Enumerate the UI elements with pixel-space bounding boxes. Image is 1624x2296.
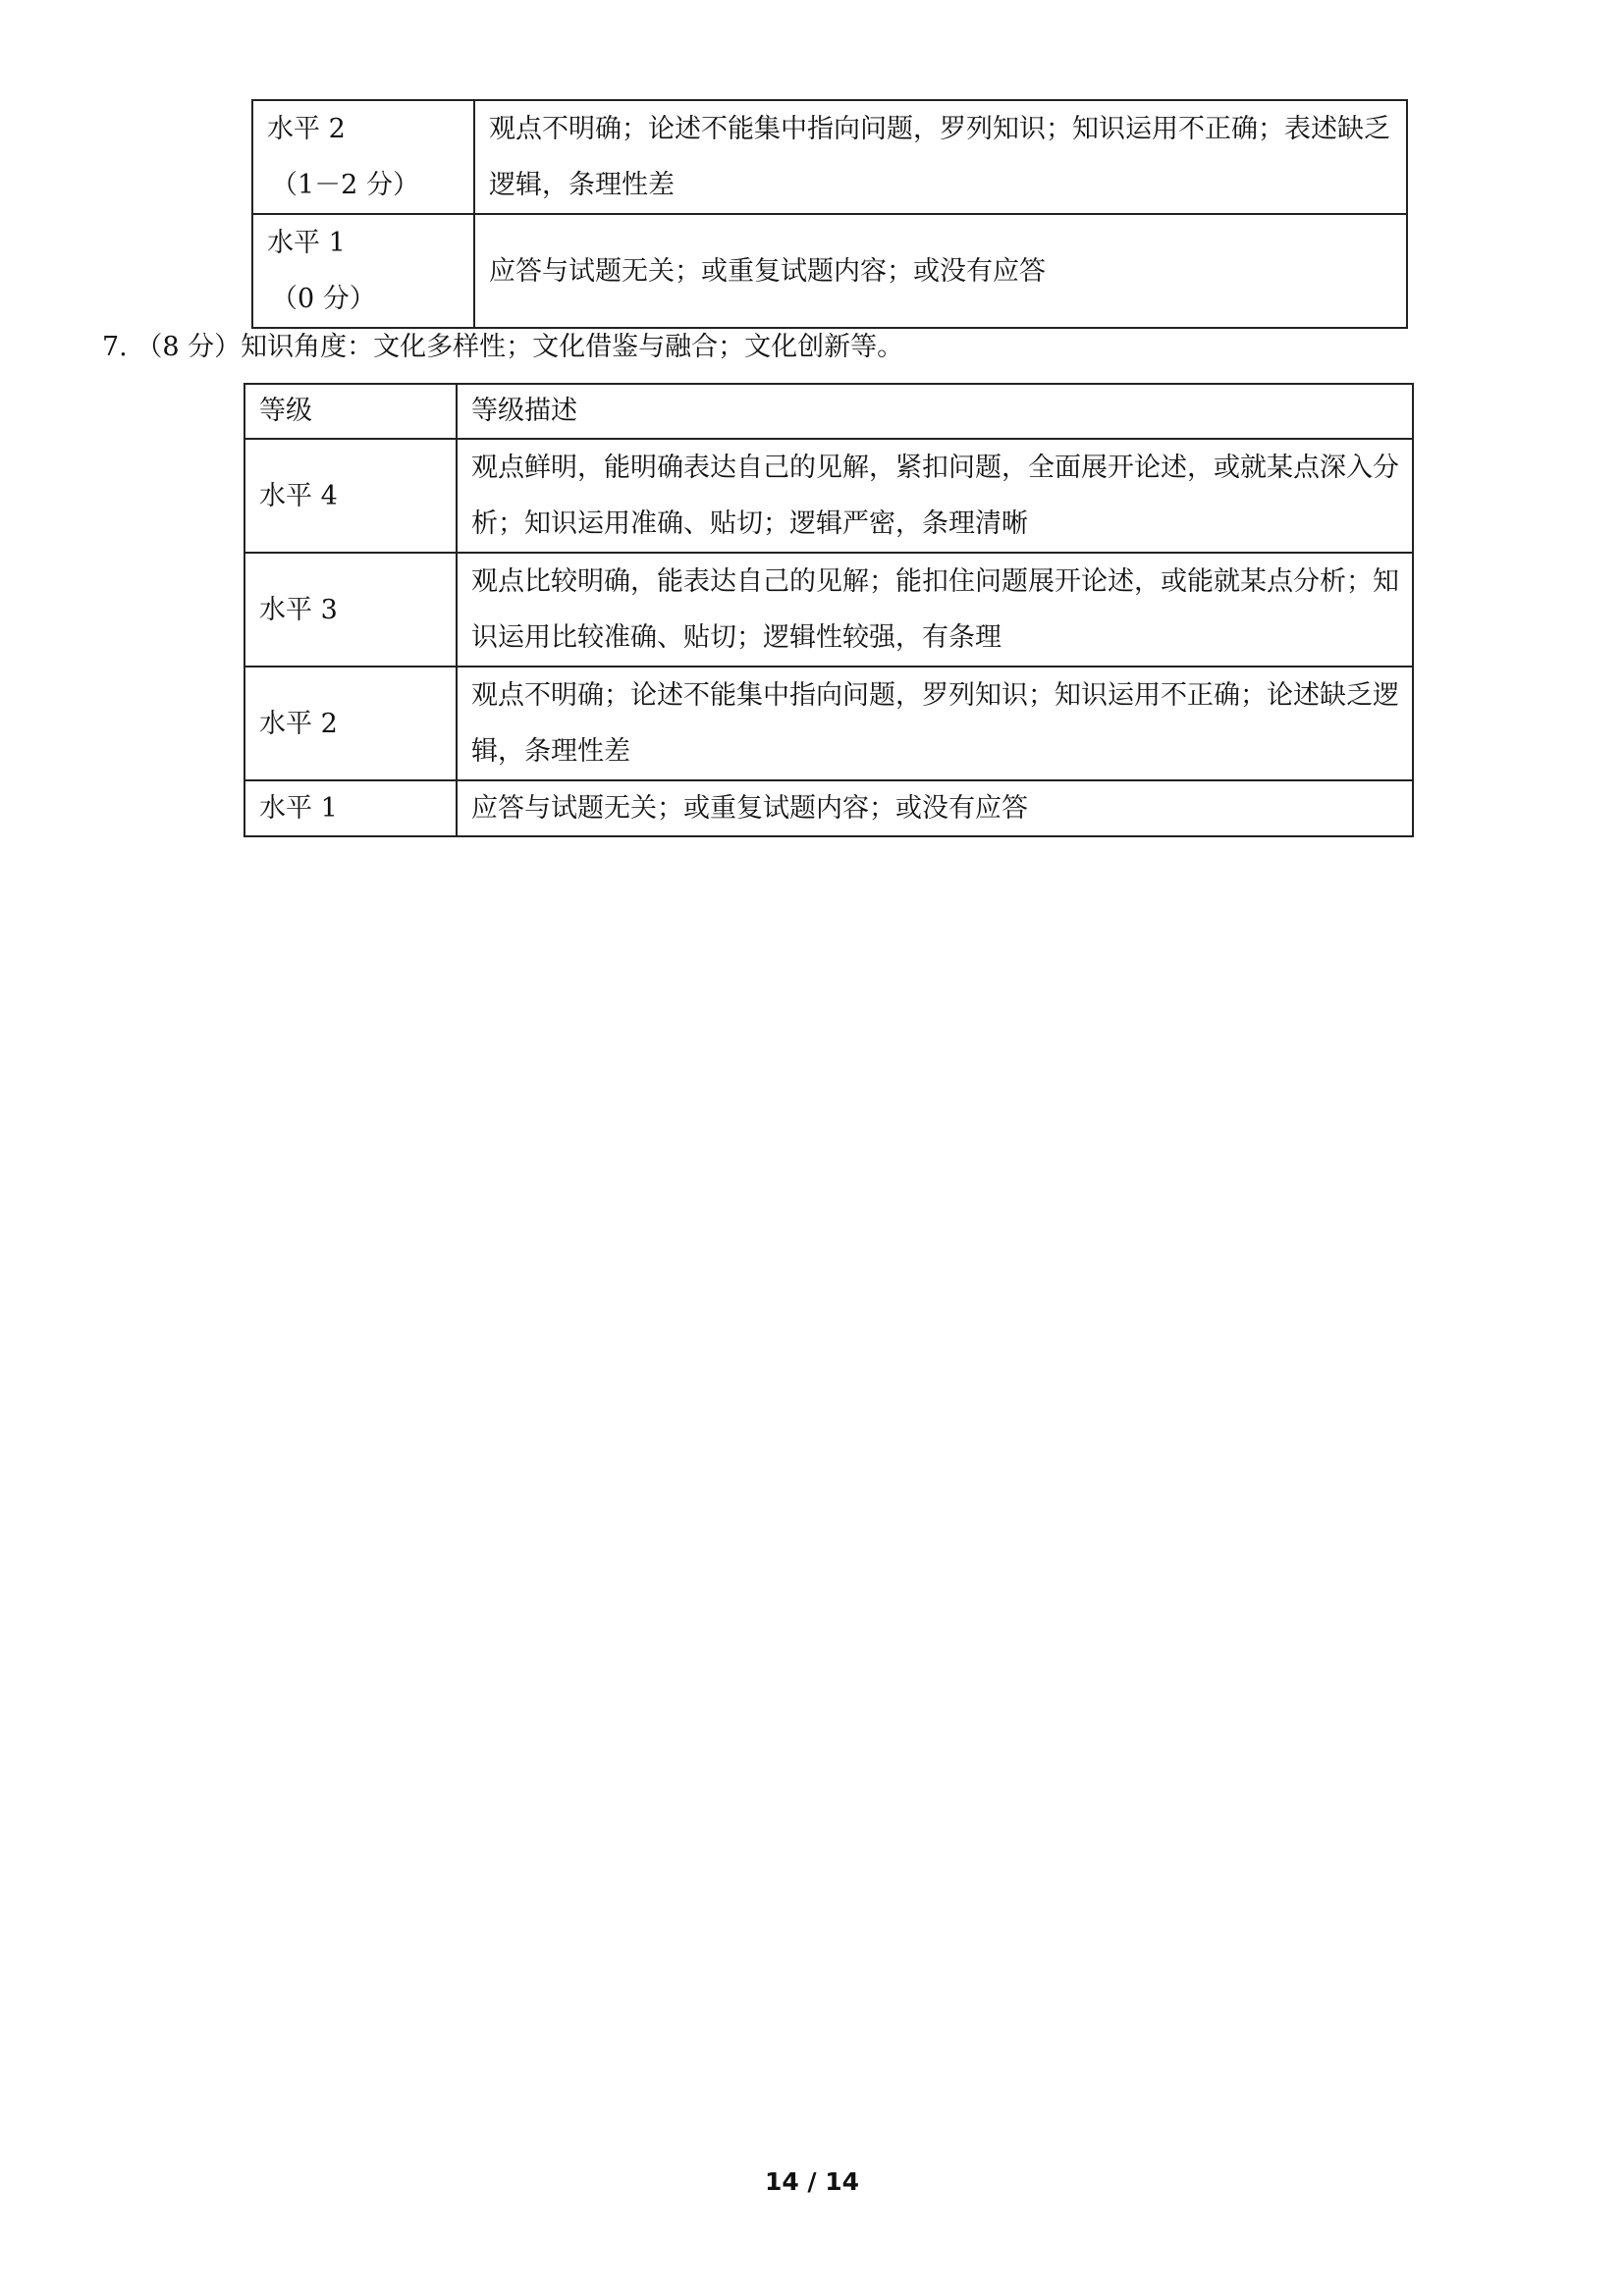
question-7-heading: 7. （8 分）知识角度：文化多样性；文化借鉴与融合；文化创新等。	[102, 332, 904, 362]
level-name: 水平 1	[244, 780, 457, 836]
level-cell	[252, 214, 474, 328]
header-description: 等级描述	[457, 384, 1413, 439]
level-cell	[252, 100, 474, 214]
rubric-table-continued	[251, 99, 1408, 329]
table-row	[244, 439, 1413, 553]
level-description: 应答与试题无关；或重复试题内容；或没有应答	[474, 214, 1407, 328]
level-name: 水平 1	[267, 228, 346, 258]
table-header-row	[244, 384, 1413, 439]
level-description: 观点不明确；论述不能集中指向问题，罗列知识；知识运用不正确；表述缺乏逻辑，条理性差	[474, 100, 1407, 214]
level-name: 水平 2	[244, 667, 457, 780]
level-name: 水平 2	[267, 114, 346, 144]
level-name: 水平 4	[244, 439, 457, 553]
table-row	[252, 100, 1407, 214]
page-number: 14 / 14	[764, 2167, 860, 2196]
level-description: 应答与试题无关；或重复试题内容；或没有应答	[457, 780, 1413, 836]
table-row	[244, 780, 1413, 836]
level-description: 观点比较明确，能表达自己的见解；能扣住问题展开论述，或能就某点分析；知识运用比较准确、贴切；逻辑性较强，有条理	[457, 553, 1413, 667]
level-name: 水平 3	[244, 553, 457, 667]
level-score: （0 分）	[271, 284, 376, 314]
header-level: 等级	[244, 384, 457, 439]
table-row	[252, 214, 1407, 328]
level-score: （1－2 分）	[271, 170, 419, 200]
rubric-table-question-7	[244, 383, 1414, 837]
level-description: 观点不明确；论述不能集中指向问题，罗列知识；知识运用不正确；论述缺乏逻辑，条理性差	[457, 667, 1413, 780]
level-description: 观点鲜明，能明确表达自己的见解，紧扣问题，全面展开论述，或就某点深入分析；知识运用准确、贴切；逻辑严密，条理清晰	[457, 439, 1413, 553]
table-row	[244, 667, 1413, 780]
table-row	[244, 553, 1413, 667]
